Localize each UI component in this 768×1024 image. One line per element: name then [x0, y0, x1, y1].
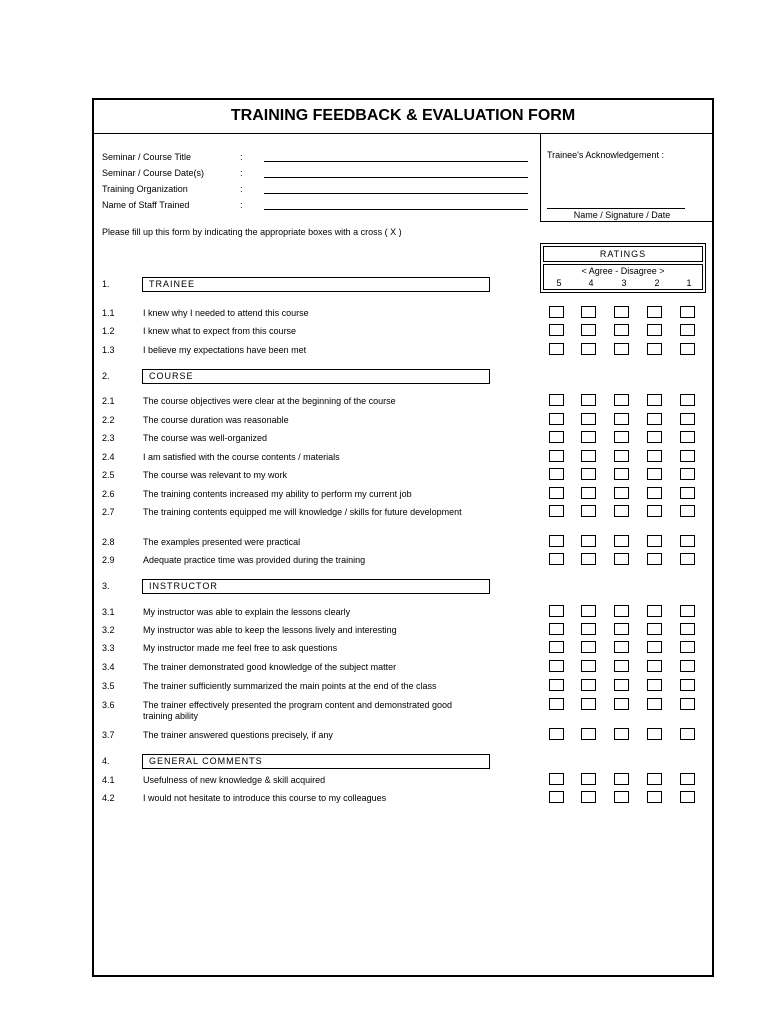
rating-checkbox[interactable] — [614, 641, 629, 653]
acknowledgement-caption: Name / Signature / Date — [573, 210, 671, 220]
rating-checkbox[interactable] — [581, 394, 596, 406]
rating-checkbox[interactable] — [549, 431, 564, 443]
rating-checkbox[interactable] — [647, 553, 662, 565]
rating-checkbox[interactable] — [614, 468, 629, 480]
rating-checkbox[interactable] — [614, 660, 629, 672]
rating-checkbox[interactable] — [680, 324, 695, 336]
rating-checkbox[interactable] — [581, 505, 596, 517]
question-text: Adequate practice time was provided during the training — [143, 555, 366, 565]
rating-checkbox[interactable] — [680, 535, 695, 547]
rating-checkbox[interactable] — [581, 413, 596, 425]
question-number: 3.4 — [102, 662, 115, 672]
rating-checkbox[interactable] — [614, 791, 629, 803]
question-text: The trainer answered questions precisely, if any — [143, 730, 333, 740]
rating-number: 1 — [686, 278, 692, 288]
rating-checkbox[interactable] — [549, 728, 564, 740]
rating-checkbox[interactable] — [647, 450, 662, 462]
question-number: 3.3 — [102, 643, 115, 653]
question-text: The course was well-organized — [143, 433, 268, 443]
field-sep: : — [240, 152, 243, 162]
section-header: COURSE — [142, 369, 490, 384]
rating-checkbox[interactable] — [581, 641, 596, 653]
question-text: My instructor was able to keep the lessons lively and interesting — [143, 625, 397, 635]
section-number: 4. — [102, 756, 110, 766]
rating-checkbox[interactable] — [549, 791, 564, 803]
rating-checkbox[interactable] — [680, 431, 695, 443]
rating-checkbox[interactable] — [647, 487, 662, 499]
question-text: The trainer sufficiently summarized the main points at the end of the class — [143, 681, 437, 691]
question-text: The course duration was reasonable — [143, 415, 289, 425]
question-text: The trainer effectively presented the program content and demonstrated good training ability — [143, 700, 453, 721]
rating-checkbox[interactable] — [581, 343, 596, 355]
rating-checkbox[interactable] — [581, 431, 596, 443]
rating-checkbox[interactable] — [680, 791, 695, 803]
rating-checkbox[interactable] — [680, 413, 695, 425]
question-number: 1.3 — [102, 345, 115, 355]
rating-checkbox[interactable] — [549, 487, 564, 499]
rating-checkbox[interactable] — [549, 679, 564, 691]
question-text: The training contents equipped me will knowledge / skills for future development — [143, 507, 462, 517]
question-number: 2.1 — [102, 396, 115, 406]
question-number: 3.2 — [102, 625, 115, 635]
rating-number: 3 — [621, 278, 627, 288]
rating-checkbox[interactable] — [680, 553, 695, 565]
question-number: 4.2 — [102, 793, 115, 803]
rating-checkbox[interactable] — [614, 728, 629, 740]
rating-checkbox[interactable] — [581, 791, 596, 803]
field-label-training-org: Training Organization — [102, 184, 188, 194]
rating-checkbox[interactable] — [680, 728, 695, 740]
rating-checkbox[interactable] — [647, 641, 662, 653]
question-text: The examples presented were practical — [143, 537, 301, 547]
acknowledgement-box — [540, 134, 714, 222]
rating-checkbox[interactable] — [614, 306, 629, 318]
question-number: 3.5 — [102, 681, 115, 691]
rating-checkbox[interactable] — [647, 324, 662, 336]
rating-checkbox[interactable] — [680, 679, 695, 691]
rating-checkbox[interactable] — [647, 306, 662, 318]
question-text: I am satisfied with the course contents / materials — [143, 452, 340, 462]
question-text: I believe my expectations have been met — [143, 345, 307, 355]
rating-checkbox[interactable] — [614, 698, 629, 710]
section-header: INSTRUCTOR — [142, 579, 490, 594]
rating-checkbox[interactable] — [680, 468, 695, 480]
rating-checkbox[interactable] — [581, 468, 596, 480]
rating-checkbox[interactable] — [614, 487, 629, 499]
rating-checkbox[interactable] — [647, 535, 662, 547]
rating-checkbox[interactable] — [614, 394, 629, 406]
question-number: 1.1 — [102, 308, 115, 318]
course-title-input-line[interactable] — [264, 161, 528, 162]
section-number: 2. — [102, 371, 110, 381]
rating-checkbox[interactable] — [614, 773, 629, 785]
rating-checkbox[interactable] — [647, 505, 662, 517]
rating-checkbox[interactable] — [549, 773, 564, 785]
rating-checkbox[interactable] — [680, 394, 695, 406]
instruction-text: Please fill up this form by indicating the appropriate boxes with a cross ( X ) — [102, 227, 402, 237]
question-number: 3.6 — [102, 700, 115, 710]
rating-checkbox[interactable] — [647, 698, 662, 710]
rating-checkbox[interactable] — [581, 605, 596, 617]
rating-checkbox[interactable] — [581, 728, 596, 740]
rating-checkbox[interactable] — [647, 413, 662, 425]
question-number: 2.6 — [102, 489, 115, 499]
question-number: 2.7 — [102, 507, 115, 517]
rating-checkbox[interactable] — [549, 641, 564, 653]
field-label-staff-name: Name of Staff Trained — [102, 200, 190, 210]
rating-checkbox[interactable] — [647, 679, 662, 691]
question-number: 2.2 — [102, 415, 115, 425]
rating-checkbox[interactable] — [647, 431, 662, 443]
rating-checkbox[interactable] — [680, 698, 695, 710]
rating-checkbox[interactable] — [680, 605, 695, 617]
rating-checkbox[interactable] — [680, 306, 695, 318]
staff-name-input-line[interactable] — [264, 209, 528, 210]
rating-checkbox[interactable] — [647, 623, 662, 635]
rating-checkbox[interactable] — [647, 773, 662, 785]
rating-checkbox[interactable] — [680, 641, 695, 653]
rating-checkbox[interactable] — [549, 468, 564, 480]
field-label-course-title: Seminar / Course Title — [102, 152, 192, 162]
question-number: 3.1 — [102, 607, 115, 617]
rating-checkbox[interactable] — [680, 343, 695, 355]
rating-checkbox[interactable] — [581, 660, 596, 672]
rating-checkbox[interactable] — [647, 468, 662, 480]
question-text: My instructor was able to explain the lessons clearly — [143, 607, 351, 617]
section-number: 3. — [102, 581, 110, 591]
rating-checkbox[interactable] — [581, 450, 596, 462]
question-number: 2.8 — [102, 537, 115, 547]
rating-checkbox[interactable] — [549, 324, 564, 336]
rating-checkbox[interactable] — [549, 605, 564, 617]
rating-checkbox[interactable] — [549, 505, 564, 517]
rating-checkbox[interactable] — [647, 343, 662, 355]
rating-checkbox[interactable] — [614, 431, 629, 443]
rating-checkbox[interactable] — [614, 535, 629, 547]
ratings-title: RATINGS — [543, 246, 703, 262]
rating-checkbox[interactable] — [680, 660, 695, 672]
question-number: 3.7 — [102, 730, 115, 740]
rating-checkbox[interactable] — [614, 553, 629, 565]
rating-number: 2 — [654, 278, 660, 288]
signature-line[interactable] — [547, 208, 685, 209]
rating-checkbox[interactable] — [647, 660, 662, 672]
ratings-scale: < Agree - Disagree > — [581, 266, 665, 276]
rating-checkbox[interactable] — [647, 394, 662, 406]
rating-checkbox[interactable] — [647, 605, 662, 617]
rating-checkbox[interactable] — [614, 343, 629, 355]
section-header: TRAINEE — [142, 277, 490, 292]
rating-checkbox[interactable] — [680, 450, 695, 462]
rating-checkbox[interactable] — [549, 343, 564, 355]
rating-checkbox[interactable] — [549, 660, 564, 672]
rating-checkbox[interactable] — [614, 679, 629, 691]
rating-checkbox[interactable] — [581, 535, 596, 547]
rating-checkbox[interactable] — [647, 791, 662, 803]
rating-checkbox[interactable] — [581, 553, 596, 565]
rating-checkbox[interactable] — [549, 413, 564, 425]
rating-checkbox[interactable] — [680, 773, 695, 785]
question-number: 2.9 — [102, 555, 115, 565]
question-text: I would not hesitate to introduce this course to my colleagues — [143, 793, 387, 803]
field-sep: : — [240, 200, 243, 210]
rating-checkbox[interactable] — [581, 487, 596, 499]
rating-checkbox[interactable] — [549, 623, 564, 635]
rating-checkbox[interactable] — [581, 324, 596, 336]
question-text: Usefulness of new knowledge & skill acquired — [143, 775, 326, 785]
rating-checkbox[interactable] — [680, 487, 695, 499]
section-header: GENERAL COMMENTS — [142, 754, 490, 769]
rating-number: 5 — [556, 278, 562, 288]
evaluation-form — [92, 98, 714, 977]
rating-checkbox[interactable] — [614, 505, 629, 517]
rating-checkbox[interactable] — [614, 450, 629, 462]
rating-checkbox[interactable] — [581, 623, 596, 635]
acknowledgement-label: Trainee's Acknowledgement : — [547, 150, 664, 160]
rating-checkbox[interactable] — [680, 505, 695, 517]
form-title: TRAINING FEEDBACK & EVALUATION FORM — [94, 100, 712, 134]
rating-checkbox[interactable] — [614, 413, 629, 425]
rating-checkbox[interactable] — [549, 394, 564, 406]
rating-checkbox[interactable] — [549, 306, 564, 318]
rating-checkbox[interactable] — [549, 535, 564, 547]
rating-checkbox[interactable] — [647, 728, 662, 740]
rating-checkbox[interactable] — [549, 450, 564, 462]
rating-checkbox[interactable] — [581, 306, 596, 318]
question-text: I knew what to expect from this course — [143, 326, 297, 336]
question-number: 2.5 — [102, 470, 115, 480]
rating-checkbox[interactable] — [549, 553, 564, 565]
section-number: 1. — [102, 279, 110, 289]
training-org-input-line[interactable] — [264, 193, 528, 194]
question-text: The training contents increased my ability to perform my current job — [143, 489, 412, 499]
rating-checkbox[interactable] — [614, 605, 629, 617]
question-number: 2.3 — [102, 433, 115, 443]
question-text: The trainer demonstrated good knowledge of the subject matter — [143, 662, 397, 672]
rating-number: 4 — [588, 278, 594, 288]
field-sep: : — [240, 184, 243, 194]
ratings-header — [540, 243, 706, 293]
question-text: The course was relevant to my work — [143, 470, 288, 480]
rating-checkbox[interactable] — [549, 698, 564, 710]
question-number: 1.2 — [102, 326, 115, 336]
question-text: My instructor made me feel free to ask questions — [143, 643, 338, 653]
ratings-scale-box — [543, 264, 703, 290]
question-number: 4.1 — [102, 775, 115, 785]
rating-checkbox[interactable] — [614, 623, 629, 635]
field-sep: : — [240, 168, 243, 178]
rating-checkbox[interactable] — [581, 679, 596, 691]
question-text: The course objectives were clear at the beginning of the course — [143, 396, 396, 406]
rating-checkbox[interactable] — [581, 698, 596, 710]
rating-checkbox[interactable] — [614, 324, 629, 336]
rating-checkbox[interactable] — [680, 623, 695, 635]
question-number: 2.4 — [102, 452, 115, 462]
rating-checkbox[interactable] — [581, 773, 596, 785]
field-label-course-dates: Seminar / Course Date(s) — [102, 168, 205, 178]
course-dates-input-line[interactable] — [264, 177, 528, 178]
question-text: I knew why I needed to attend this course — [143, 308, 309, 318]
